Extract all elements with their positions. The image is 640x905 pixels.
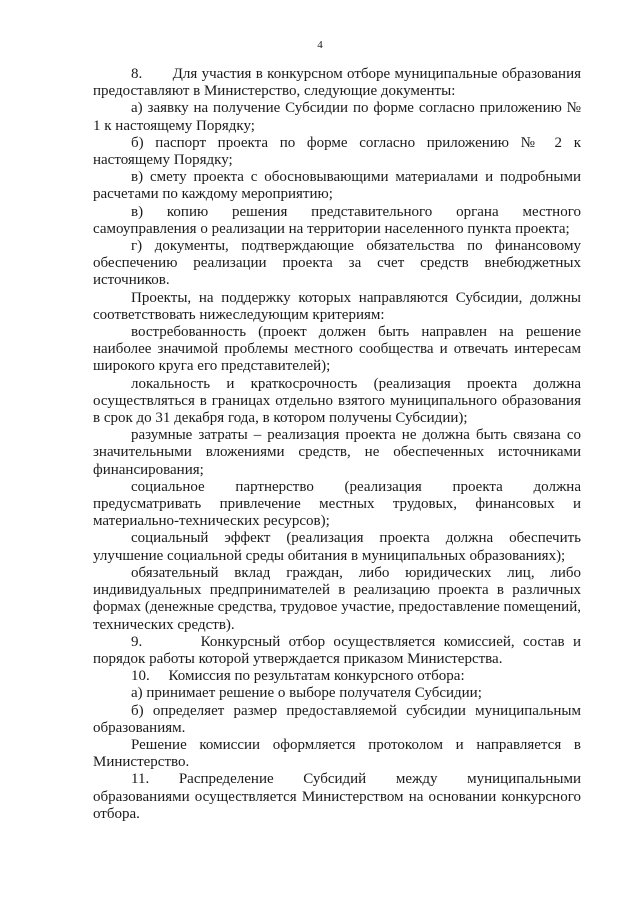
paragraph-criterion-locality: локальность и краткосрочность (реализация проекта должна осуществляться в границах отдельно взятого муниципального образования в срок до 31 декабря года, в котором получены Субсидии);	[93, 375, 581, 427]
paragraph-item-10-a: а) принимает решение о выборе получателя Субсидии;	[131, 685, 482, 702]
page-number: 4	[317, 39, 323, 51]
paragraph-decision: Решение комиссии оформляется протоколом и направляется в Министерство.	[93, 736, 581, 771]
paragraph-criterion-contribution: обязательный вклад граждан, либо юридических лиц, либо индивидуальных предпринимателей в реализацию проекта в различных формах (денежные средства, трудовое участие, предоставление помещений, технических средств).	[93, 564, 581, 633]
paragraph-item-10-b: б) определяет размер предоставляемой субсидии муниципальным образованиям.	[93, 702, 581, 736]
paragraph-subitem-a: а) заявку на получение Субсидии по форме согласно приложению № 1 к настоящему Порядку;	[93, 100, 581, 134]
paragraph-subitem-v2: в) копию решения представительного органа местного самоуправления о реализации на территории населенного пункта проекта;	[93, 203, 581, 237]
paragraph-item-10: 10. Комиссия по результатам конкурсного отбора:	[131, 668, 465, 685]
paragraph-subitem-b: б) паспорт проекта по форме согласно приложению № 2 к настоящему Порядку;	[93, 134, 581, 169]
paragraph-criteria-intro: Проекты, на поддержку которых направляются Субсидии, должны соответствовать нижеследующим критериям:	[93, 289, 581, 323]
paragraph-item-11: 11. Распределение Субсидий между муниципальными образованиями осуществляется Министерством на основании конкурсного отбора.	[93, 771, 581, 822]
paragraph-item-9: 9. Конкурсный отбор осуществляется комиссией, состав и порядок работы которой утверждается приказом Министерства.	[93, 633, 581, 667]
paragraph-item-8: 8. Для участия в конкурсном отборе муниципальные образования предоставляют в Министерство, следующие документы:	[93, 66, 581, 100]
paragraph-criterion-partnership: социальное партнерство (реализация проекта должна предусматривать привлечение местных трудовых, финансовых и материально-технических ресурсов);	[93, 478, 581, 530]
document-body	[93, 66, 581, 823]
paragraph-criterion-costs: разумные затраты – реализация проекта не должна быть связана со значительными вложениями средств, не обеспеченных источниками финансирования;	[93, 427, 581, 478]
paragraph-subitem-g: г) документы, подтверждающие обязательства по финансовому обеспечению реализации проекта за счет средств внебюджетных источников.	[93, 238, 581, 289]
paragraph-subitem-v: в) смету проекта с обосновывающими материалами и подробными расчетами по каждому мероприятию;	[93, 169, 581, 203]
paragraph-criterion-effect: социальный эффект (реализация проекта должна обеспечить улучшение социальной среды обитания в муниципальных образованиях);	[93, 530, 581, 564]
paragraph-criterion-demand: востребованность (проект должен быть направлен на решение наиболее значимой проблемы местного сообщества и отвечать интересам широкого круга его представителей);	[93, 324, 581, 375]
